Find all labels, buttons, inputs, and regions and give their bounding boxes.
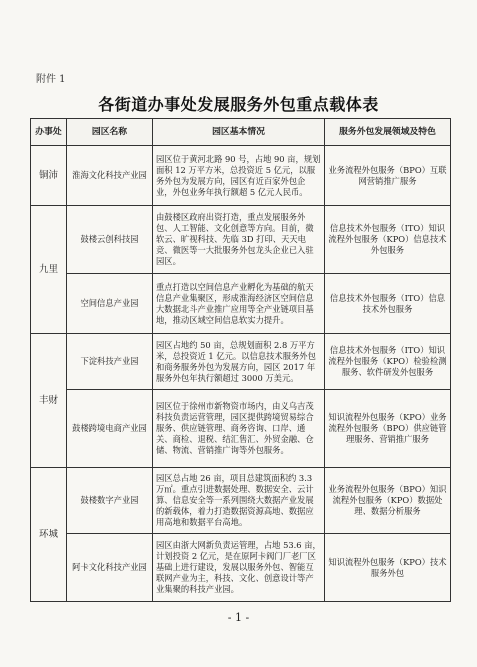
park-info: 园区位于徐州市新物资市场内，由义乌吉茂科技负责运营管理，园区提供跨境贸易综合服务、供应链管理、商务咨询、口岸、通关、商检、退税、结汇售汇、外贸金融、仓储、物流、营销推广询等外包服务。	[153, 390, 325, 468]
park-name: 空间信息产业园	[67, 274, 153, 334]
carrier-table	[30, 118, 451, 602]
header-park-name: 园区名称	[67, 119, 153, 146]
park-info: 由鼓楼区政府出资打造，重点发展服务外包、人工智能、文化创意等方向。目前，微软云、旷视科技、先临 3D 打印、天天电竞、微医等一大批服务外包龙头企业已入驻园区。	[153, 206, 325, 274]
page-number: - 1 -	[227, 611, 250, 624]
park-info: 园区位于黄河北路 90 号，占地 90 亩，规划面积 12 万平方米，总投资近 5 亿元，以服务外包为发展方向，园区有近百家外包企业，外包业务年执行额超 5 亿元人民币。	[153, 146, 325, 206]
park-info: 园区占地约 50 亩，总规划面积 2.8 万平方米，总投资近 1 亿元。以信息技术服务外包和商务服务外包为发展方向，园区 2017 年服务外包年执行额超过 3000 万美元。	[153, 334, 325, 390]
office-cell: 铜沛	[31, 146, 67, 206]
park-name: 淮海文化科技产业园	[67, 146, 153, 206]
park-info: 园区由浙大网新负责运管理，占地 53.6 亩，计划投资 2 亿元，是在原阿卡阀门厂老厂区基础上进行建设，发展以服务外包、智能互联网产业为主，科技、文化、创意设计等产业集聚的科技产业园。	[153, 534, 325, 602]
attachment-label: 附件 1	[36, 74, 66, 85]
park-field: 业务流程外包服务（BPO）知识流程外包服务（KPO）数据处理、数据分析服务	[325, 468, 451, 534]
park-name: 下淀科技产业园	[67, 334, 153, 390]
park-info: 园区总占地 26 亩，项目总建筑面积约 3.3 万㎡。重点引进数据处理、数据安全、云计算、信息安全等一系列围绕大数据产业发展的新载体，着力打造数据资源高地、数据应用高地和数据平台高地。	[153, 468, 325, 534]
table-row	[31, 390, 451, 468]
park-field: 知识流程外包服务（KPO）技术服务外包	[325, 534, 451, 602]
table-row	[31, 534, 451, 602]
park-field: 知识流程外包服务（KPO）业务流程外包服务（BPO）供应链管理服务、营销推广服务	[325, 390, 451, 468]
page-title: 各街道办事处发展服务外包重点载体表	[98, 95, 379, 114]
park-field: 信息技术外包服务（ITO）信息技术外包服务	[325, 274, 451, 334]
table-row	[31, 468, 451, 534]
park-field: 信息技术外包服务（ITO）知识流程外包服务（KPO）检验检测服务、软件研发外包服务	[325, 334, 451, 390]
table-row	[31, 146, 451, 206]
park-name: 鼓楼云创科技园	[67, 206, 153, 274]
park-field: 业务流程外包服务（BPO）互联网营销推广服务	[325, 146, 451, 206]
office-cell: 九里	[31, 206, 67, 334]
table-row	[31, 334, 451, 390]
office-cell: 环城	[31, 468, 67, 602]
park-name: 鼓楼跨境电商产业园	[67, 390, 153, 468]
park-info: 重点打造以空间信息产业孵化为基础的航天信息产业集聚区，形成淮海经济区空间信息大数据北斗产业推广应用等全产业链项目基地，推动区域空间信息软实力提升。	[153, 274, 325, 334]
table-header-row	[31, 119, 451, 146]
table-row	[31, 206, 451, 274]
header-office: 办事处	[31, 119, 67, 146]
park-name: 鼓楼数字产业园	[67, 468, 153, 534]
header-park-info: 园区基本情况	[153, 119, 325, 146]
park-name: 阿卡文化科技产业园	[67, 534, 153, 602]
table-row	[31, 274, 451, 334]
office-cell: 丰财	[31, 334, 67, 468]
park-field: 信息技术外包服务（ITO）知识流程外包服务（KPO）信息技术外包服务	[325, 206, 451, 274]
header-field: 服务外包发展领域及特色	[325, 119, 451, 146]
